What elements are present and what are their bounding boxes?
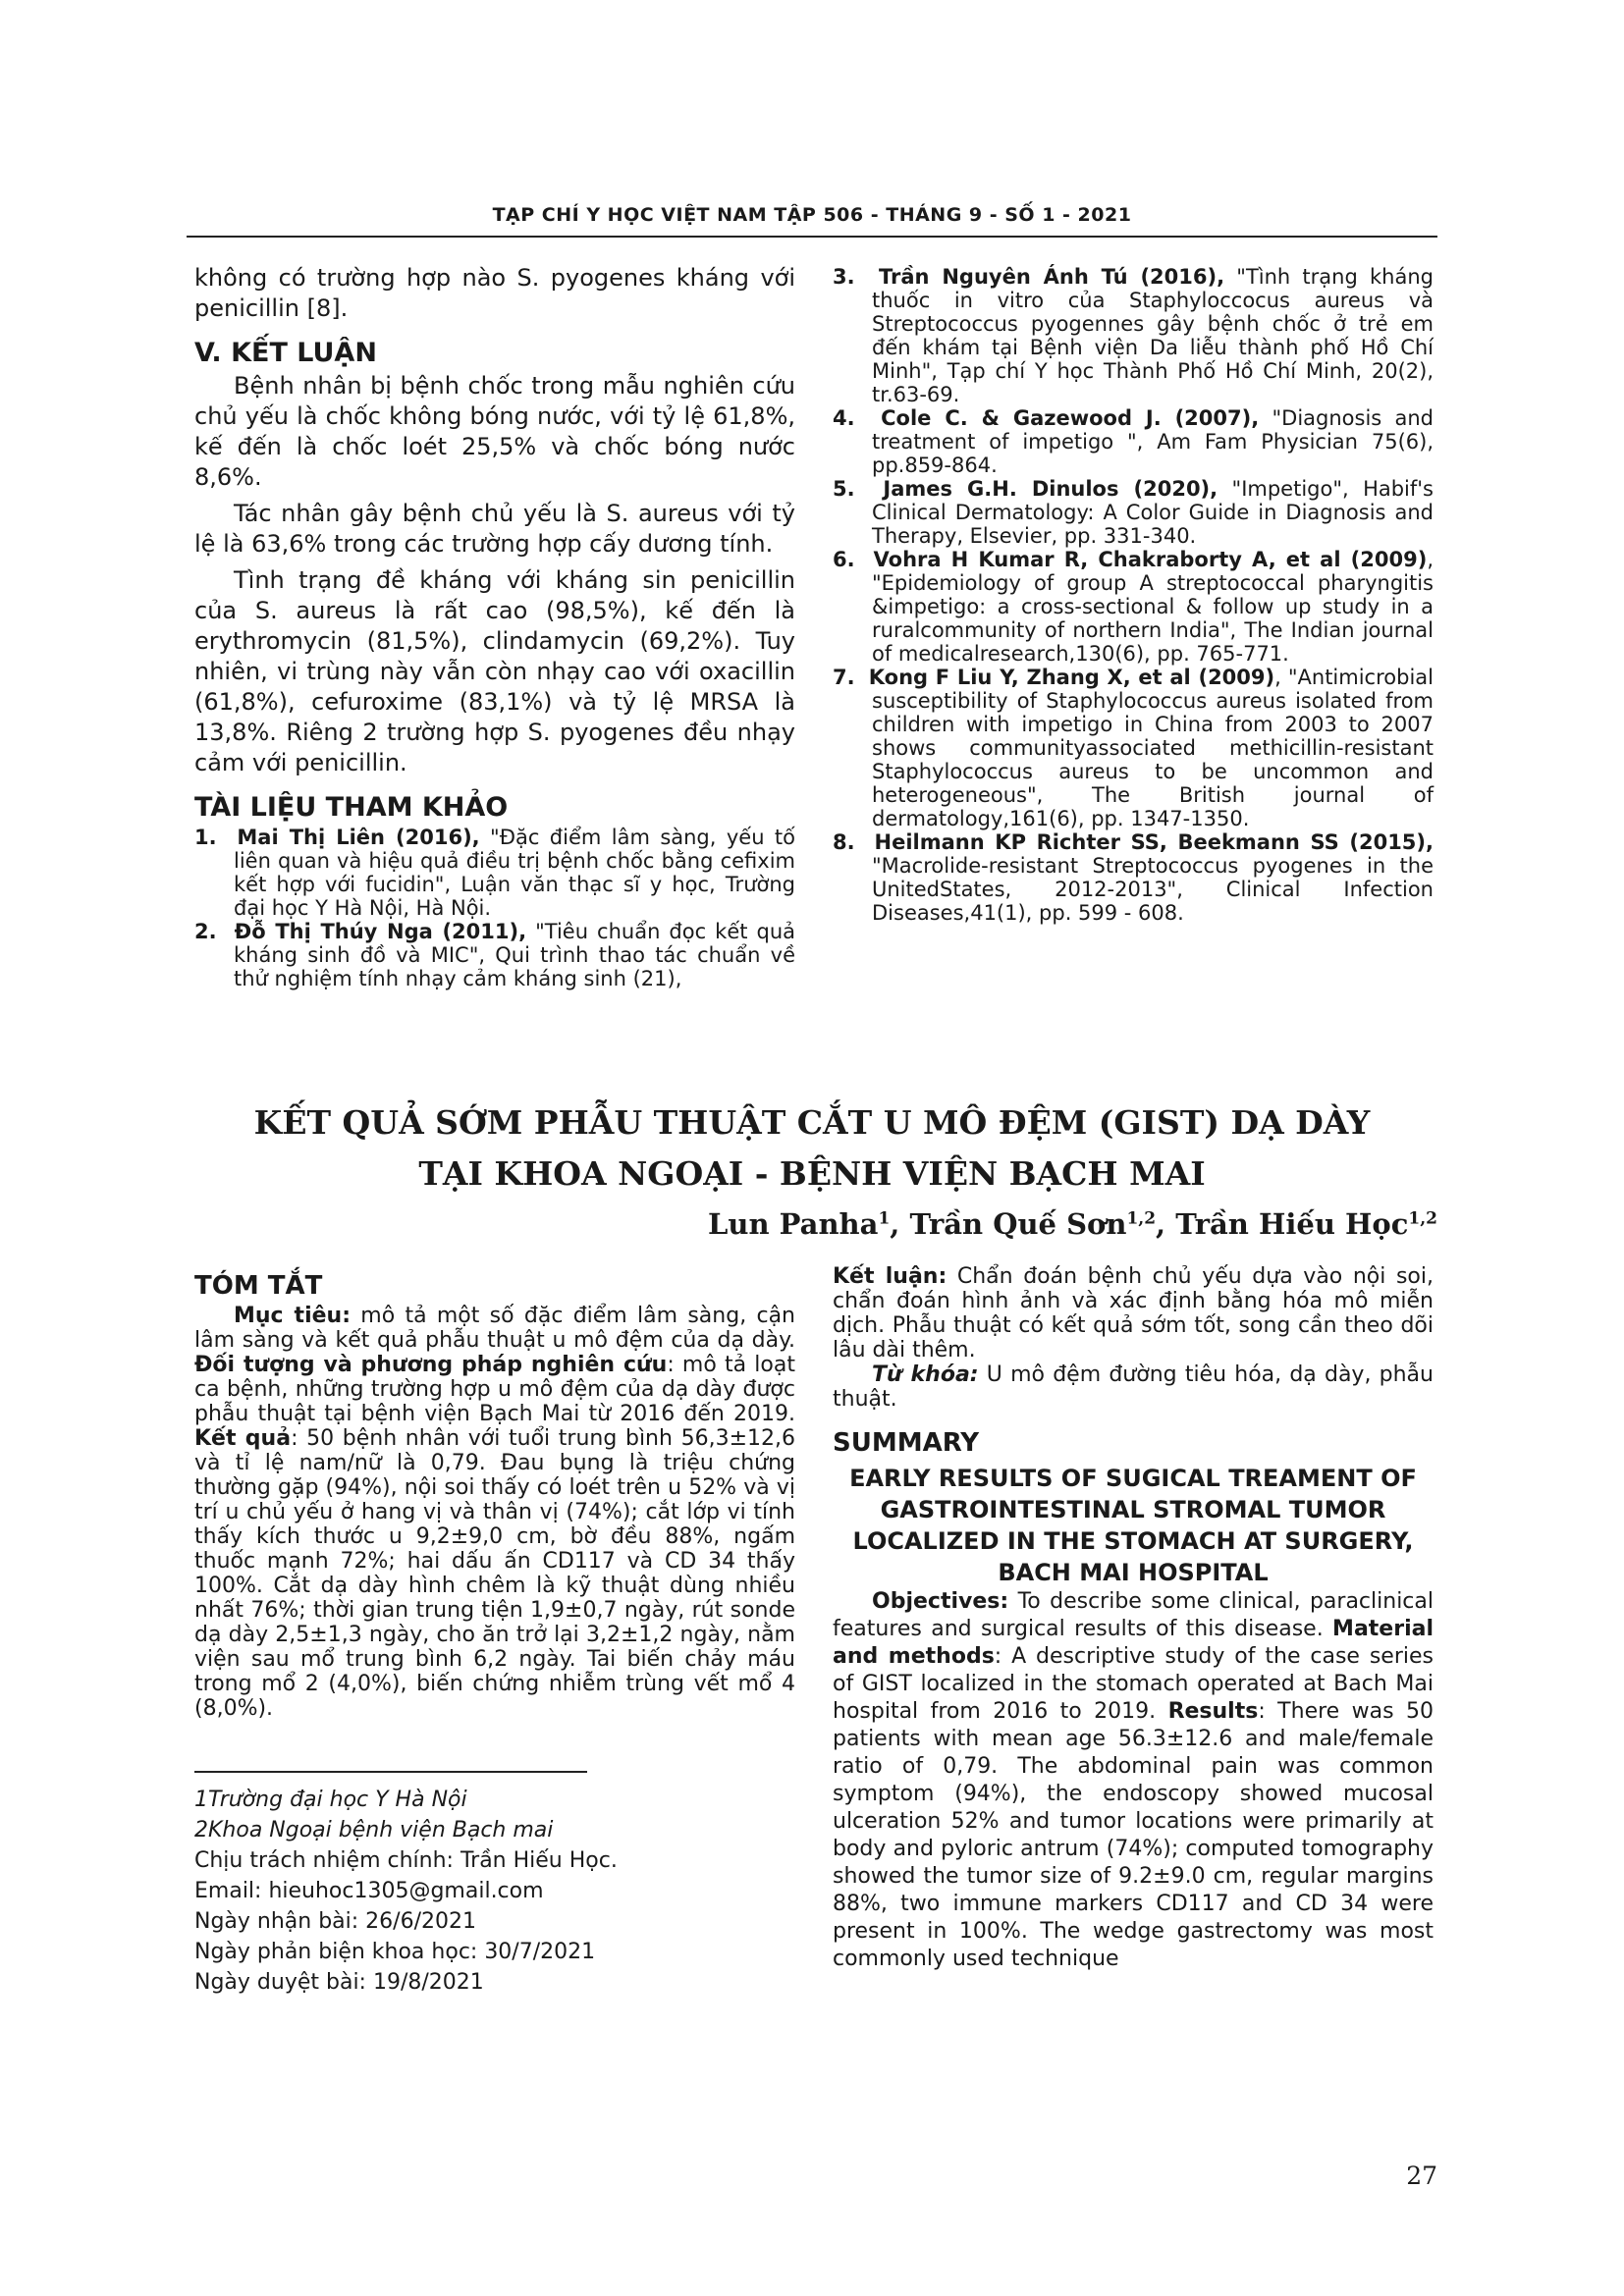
article-title [187, 1097, 1437, 1200]
affiliation-1: 1Trường đại học Y Hà Nội [194, 1788, 467, 1812]
article-title-line: TẠI KHOA NGOẠI - BỆNH VIỆN BẠCH MAI [418, 1154, 1206, 1193]
author-list: Lun Panha$^1$, Trần Quế Sơn$^{1,2}$, Trần Hiếu Học$^{1,2}$ [708, 1207, 1437, 1241]
date-received: Ngày nhận bài: 26/6/2021 [194, 1909, 476, 1934]
reference-item: 2. Đỗ Thị Thúy Nga (2011), "Tiêu chuẩn đọc kết quả kháng sinh đồ và MIC", Qui trình thao tác chuẩn về thử nghiệm tính nhạy cảm kháng sinh (21), [194, 920, 795, 990]
references-heading: TÀI LIỆU THAM KHẢO [194, 792, 509, 823]
prev-right-column [833, 265, 1434, 925]
responsible-author: Chịu trách nhiệm chính: Trần Hiếu Học. [194, 1848, 618, 1873]
page-number: 27 [1406, 2162, 1437, 2190]
footnotes [194, 1785, 784, 1998]
affiliation-2: 2Khoa Ngoại bệnh viện Bạch mai [194, 1818, 554, 1842]
author-affiliation: 1 [878, 1208, 891, 1229]
prev-intro-text: không có trường hợp nào S. pyogenes kháng với penicillin [8]. [194, 264, 795, 322]
running-header: TẠP CHÍ Y HỌC VIỆT NAM TẬP 506 - THÁNG 9 - SỐ 1 - 2021 [492, 204, 1132, 226]
header-rule [187, 236, 1437, 238]
conclusion-paragraph: Tình trạng đề kháng với kháng sin penicillin của S. aureus là rất cao (98,5%), kế đến là erythromycin (81,5%), clindamycin (69,2%). Tuy nhiên, vi trùng này vẫn còn nhạy cao với oxacillin (61,8%), cefuroxime (83,1%) và tỷ lệ MRSA là 13,8%. Riêng 2 trường hợp S. pyogenes đều nhạy cảm với penicillin. [194, 566, 795, 776]
reference-item: 5. James G.H. Dinulos (2020), "Impetigo", Habif's Clinical Dermatology: A Color Guide in Diagnosis and Therapy, Elsevier, pp. 331-340. [833, 477, 1434, 548]
reference-item: 6. Vohra H Kumar R, Chakraborty A, et al (2009), "Epidemiology of group A streptococcal pharyngitis &impetigo: a cross-sectional & follow up study in a ruralcommunity of northern India", The Indian journal of medicalresearch,130(6), pp. 765-771. [833, 548, 1434, 666]
article-title-line: KẾT QUẢ SỚM PHẪU THUẬT CẮT U MÔ ĐỆM (GIST) DẠ DÀY [253, 1103, 1371, 1142]
conclusion-heading: V. KẾT LUẬN [194, 338, 377, 368]
summary-heading: SUMMARY [833, 1428, 980, 1458]
date-reviewed: Ngày phản biện khoa học: 30/7/2021 [194, 1940, 596, 1964]
conclusion-paragraph: Bệnh nhân bị bệnh chốc trong mẫu nghiên cứu chủ yếu là chốc không bóng nước, với tỷ lệ 61,8%, kế đến là chốc loét 25,5% và chốc bóng nước 8,6%. [194, 372, 795, 491]
author-affiliation: 1,2 [1126, 1208, 1157, 1229]
prev-left-column [194, 263, 795, 990]
reference-item: 7. Kong F Liu Y, Zhang X, et al (2009), "Antimicrobial susceptibility of Staphylococcus aureus isolated from children with impetigo in China from 2003 to 2007 shows communityassociated methicillin-resistant Staphylococcus aureus to be uncommon and heterogeneous", The British journal of dermatology,161(6), pp. 1347-1350. [833, 666, 1434, 830]
author-name: Lun Panha [708, 1207, 879, 1241]
reference-item: 1. Mai Thị Liên (2016), "Đặc điểm lâm sàng, yếu tố liên quan và hiệu quả điều trị bệnh chốc bằng cefixim kết hợp với fucidin", Luận văn thạc sĩ y học, Trường đại học Y Hà Nội, Hà Nội. [194, 826, 795, 920]
reference-item: 4. Cole C. & Gazewood J. (2007), "Diagnosis and treatment of impetigo ", Am Fam Physician 75(6), pp.859-864. [833, 406, 1434, 477]
abstract-left-column [194, 1268, 795, 1721]
footnote-rule [194, 1771, 587, 1773]
summary-title: EARLY RESULTS OF SUGICAL TREAMENT OF GASTROINTESTINAL STROMAL TUMOR LOCALIZED IN THE STOMACH AT SURGERY, BACH MAI HOSPITAL [849, 1465, 1417, 1586]
abstract-keywords: Từ khóa: U mô đệm đường tiêu hóa, dạ dày, phẫu thuật. [833, 1362, 1434, 1412]
conclusion-paragraph: Tác nhân gây bệnh chủ yếu là S. aureus với tỷ lệ là 63,6% trong các trường hợp cấy dương tính. [194, 500, 795, 558]
author-affiliation: 1,2 [1408, 1208, 1437, 1229]
abstract-conclusion: Kết luận: Chẩn đoán bệnh chủ yếu dựa vào nội soi, chẩn đoán hình ảnh và xác định bằng hóa mô miễn dịch. Phẫu thuật có kết quả sớm tốt, song cần theo dõi lâu dài thêm. [833, 1264, 1435, 1362]
summary-body: Objectives: To describe some clinical, paraclinical features and surgical results of this disease. Material and methods: A descriptive study of the case series of GIST localized in the stomach operated at Bach Mai hospital from 2016 to 2019. Results: There was 50 patients with mean age 56.3±12.6 and male/female ratio of 0,79. The abdominal pain was common symptom (94%), the endoscopy showed mucosal ulceration 52% and tumor locations were primarily at body and pyloric antrum (74%); computed tomography showed the tumor size of 9.2±9.0 cm, regular margins 88%, two immune markers CD117 and CD 34 were present in 100%. The wedge gastrectomy was most commonly used technique [833, 1589, 1434, 1971]
reference-item: 3. Trần Nguyên Ánh Tú (2016), "Tình trạng kháng thuốc in vitro của Staphyloccocus aureus và Streptococcus pyogennes gây bệnh chốc ở trẻ em đến khám tại Bệnh viện Da liễu thành phố Hồ Chí Minh", Tạp chí Y học Thành Phố Hồ Chí Minh, 20(2), tr.63-69. [833, 265, 1434, 406]
abstract-body: Mục tiêu: mô tả một số đặc điểm lâm sàng, cận lâm sàng và kết quả phẫu thuật u mô đệm của dạ dày. Đối tượng và phương pháp nghiên cứu: mô tả loạt ca bệnh, những trường hợp u mô đệm của dạ dày được phẫu thuật tại bệnh viện Bạch Mai từ 2016 đến 2019. Kết quả: 50 bệnh nhân với tuổi trung bình 56,3±12,6 và tỉ lệ nam/nữ là 0,79. Đau bụng là triệu chứng thường gặp (94%), nội soi thấy có loét trên u 52% và vị trí u chủ yếu ở hang vị và thân vị (74%); cắt lớp vi tính thấy kích thước u 9,2±9,0 cm, bờ đều 88%, ngấm thuốc mạnh 72%; hai dấu ấn CD117 và CD 34 thấy 100%. Cắt dạ dày hình chêm là kỹ thuật dùng nhiều nhất 76%; thời gian trung tiện 1,9±0,7 ngày, rút sonde dạ dày 2,5±1,3 ngày, cho ăn trở lại 3,2±1,2 ngày, nằm viện sau mổ trung bình 6,2 ngày. Tai biến chảy máu trong mổ 2 (4,0%), biến chứng nhiễm trùng vết mổ 4 (8,0%). [194, 1304, 795, 1721]
author-name: Trần Hiếu Học [1175, 1207, 1409, 1241]
author-name: Trần Quế Sơn [909, 1207, 1127, 1241]
contact-email: Email: hieuhoc1305@gmail.com [194, 1879, 544, 1903]
reference-item: 8. Heilmann KP Richter SS, Beekmann SS (2015), "Macrolide-resistant Streptococcus pyogenes in the UnitedStates, 2012-2013", Clinical Infection Diseases,41(1), pp. 599 - 608. [833, 830, 1434, 925]
date-approved: Ngày duyệt bài: 19/8/2021 [194, 1970, 484, 1995]
abstract-right-column [833, 1264, 1434, 1973]
abstract-heading: TÓM TẮT [194, 1271, 323, 1301]
